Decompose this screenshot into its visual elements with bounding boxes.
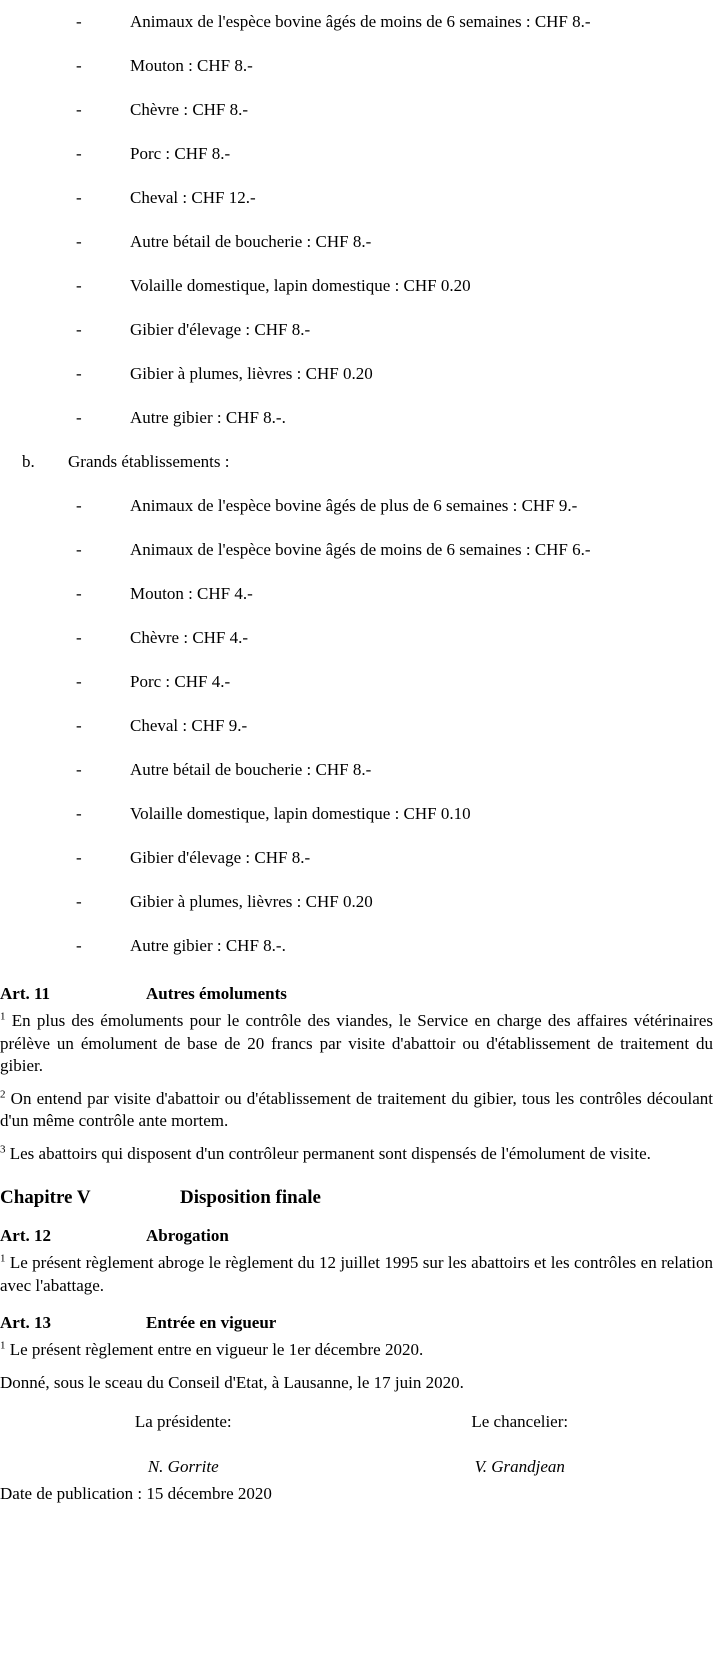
article-heading-art11 (0, 984, 713, 1004)
dash-bullet: - (76, 408, 82, 427)
paragraph-marker: 2 (0, 1088, 6, 1101)
list-item-label: Autre bétail de boucherie : CHF 8.- (130, 232, 372, 251)
list-item (0, 616, 713, 660)
list-item-label: Volaille domestique, lapin domestique : CHF 0.10 (130, 804, 471, 823)
chapter-title: Disposition finale (180, 1187, 321, 1209)
letter-item-b (0, 440, 713, 484)
list-item (0, 880, 713, 924)
article-number: Art. 11 (0, 984, 51, 1003)
list-item (0, 704, 713, 748)
dash-bullet: - (76, 848, 82, 867)
article-heading-art12 (0, 1226, 713, 1246)
list-item (0, 220, 713, 264)
dash-bullet: - (76, 760, 82, 779)
article-number: Art. 12 (0, 1225, 51, 1245)
dash-bullet: - (76, 232, 82, 251)
list-item (0, 792, 713, 836)
list-item-label: Chèvre : CHF 8.- (130, 100, 249, 119)
list-item-label: Gibier d'élevage : CHF 8.- (130, 848, 311, 867)
signature-title: Le chancelier: (471, 1412, 569, 1432)
list-item-label: Volaille domestique, lapin domestique : CHF 0.20 (130, 276, 471, 295)
list-large-establishments (0, 484, 713, 968)
paragraph (0, 1143, 713, 1165)
dash-bullet: - (76, 496, 82, 515)
article-number: Art. 13 (0, 1313, 51, 1333)
paragraph-text: Le présent règlement entre en vigueur le 1er décembre 2020. (5, 1340, 424, 1360)
list-item (0, 924, 713, 968)
article-title: Autres émoluments (146, 984, 287, 1003)
list-item-label: Porc : CHF 8.- (130, 144, 231, 163)
list-item (0, 352, 713, 396)
list-item-label: Autre bétail de boucherie : CHF 8.- (130, 760, 372, 779)
dash-bullet: - (76, 804, 82, 823)
list-item (0, 88, 713, 132)
list-small-establishments (0, 0, 713, 440)
signature-left (0, 1412, 357, 1477)
list-item-label: Animaux de l'espèce bovine âgés de moins de 6 semaines : CHF 8.- (130, 12, 591, 31)
list-item-label: Mouton : CHF 8.- (130, 56, 253, 75)
dash-bullet: - (76, 540, 82, 559)
list-item-label: Cheval : CHF 12.- (130, 188, 256, 207)
dash-bullet: - (76, 320, 82, 339)
list-item (0, 748, 713, 792)
dash-bullet: - (76, 936, 82, 955)
dash-bullet: - (76, 584, 82, 603)
article-heading-art13 (0, 1313, 713, 1333)
list-item (0, 0, 713, 44)
closing-statement: Donné, sous le sceau du Conseil d'Etat, à Lausanne, le 17 juin 2020. (0, 1372, 464, 1392)
article-title: Abrogation (146, 1225, 229, 1245)
list-item (0, 44, 713, 88)
dash-bullet: - (76, 144, 82, 163)
list-item (0, 132, 713, 176)
paragraph-marker: 3 (0, 1142, 6, 1155)
dash-bullet: - (76, 276, 82, 295)
paragraph-text: En plus des émoluments pour le contrôle des viandes, le Service en charge des affaires vétérinaires prélève un émolument de base de 20 francs par visite d'abattoir ou d'établissement de traitement du gibier. (0, 1011, 713, 1076)
paragraph-text: Le présent règlement abroge le règlement du 12 juillet 1995 sur les abattoirs et les contrôles en relation avec l'abattage. (0, 1253, 713, 1295)
letter-marker: b. (22, 452, 35, 471)
list-item-label: Porc : CHF 4.- (130, 672, 231, 691)
paragraph-marker: 1 (0, 1010, 6, 1023)
dash-bullet: - (76, 892, 82, 911)
chapter-number: Chapitre V (0, 1187, 91, 1209)
paragraph (0, 1339, 713, 1361)
paragraph-marker: 1 (0, 1252, 6, 1265)
signature-name: V. Grandjean (474, 1456, 565, 1476)
list-item (0, 308, 713, 352)
paragraph-text: Les abattoirs qui disposent d'un contrôleur permanent sont dispensés de l'émolument de visite. (5, 1143, 651, 1163)
paragraph-text: On entend par visite d'abattoir ou d'établissement de traitement du gibier, tous les contrôles découlant d'un même contrôle ante mortem. (0, 1088, 713, 1131)
list-item-label: Animaux de l'espèce bovine âgés de plus de 6 semaines : CHF 9.- (130, 496, 578, 515)
dash-bullet: - (76, 672, 82, 691)
signature-right (357, 1412, 713, 1477)
list-item (0, 572, 713, 616)
signature-title: La présidente: (134, 1412, 232, 1432)
dash-bullet: - (76, 12, 82, 31)
list-item-label: Autre gibier : CHF 8.-. (130, 408, 286, 427)
dash-bullet: - (76, 56, 82, 75)
dash-bullet: - (76, 188, 82, 207)
list-item (0, 264, 713, 308)
list-item (0, 484, 713, 528)
list-item-label: Chèvre : CHF 4.- (130, 628, 249, 647)
list-item-label: Mouton : CHF 4.- (130, 584, 253, 603)
list-item (0, 528, 713, 572)
paragraph (0, 1010, 713, 1077)
paragraph-marker: 1 (0, 1339, 6, 1352)
list-item (0, 396, 713, 440)
dash-bullet: - (76, 100, 82, 119)
signature-block (0, 1412, 713, 1477)
list-item-label: Gibier à plumes, lièvres : CHF 0.20 (130, 364, 373, 383)
list-item (0, 660, 713, 704)
paragraph (0, 1252, 713, 1297)
list-item (0, 176, 713, 220)
list-item (0, 836, 713, 880)
list-item-label: Cheval : CHF 9.- (130, 716, 248, 735)
list-item-label: Gibier à plumes, lièvres : CHF 0.20 (130, 892, 373, 911)
dash-bullet: - (76, 716, 82, 735)
chapter-heading-5 (0, 1187, 713, 1210)
signature-name: N. Gorrite (147, 1456, 219, 1476)
publication-date: Date de publication : 15 décembre 2020 (0, 1484, 272, 1504)
dash-bullet: - (76, 364, 82, 383)
dash-bullet: - (76, 628, 82, 647)
list-item-label: Animaux de l'espèce bovine âgés de moins de 6 semaines : CHF 6.- (130, 540, 591, 559)
paragraph (0, 1088, 713, 1133)
list-item-label: Gibier d'élevage : CHF 8.- (130, 320, 311, 339)
article-title: Entrée en vigueur (146, 1313, 277, 1333)
list-item-label: Autre gibier : CHF 8.-. (130, 936, 286, 955)
letter-label: Grands établissements : (68, 452, 230, 471)
